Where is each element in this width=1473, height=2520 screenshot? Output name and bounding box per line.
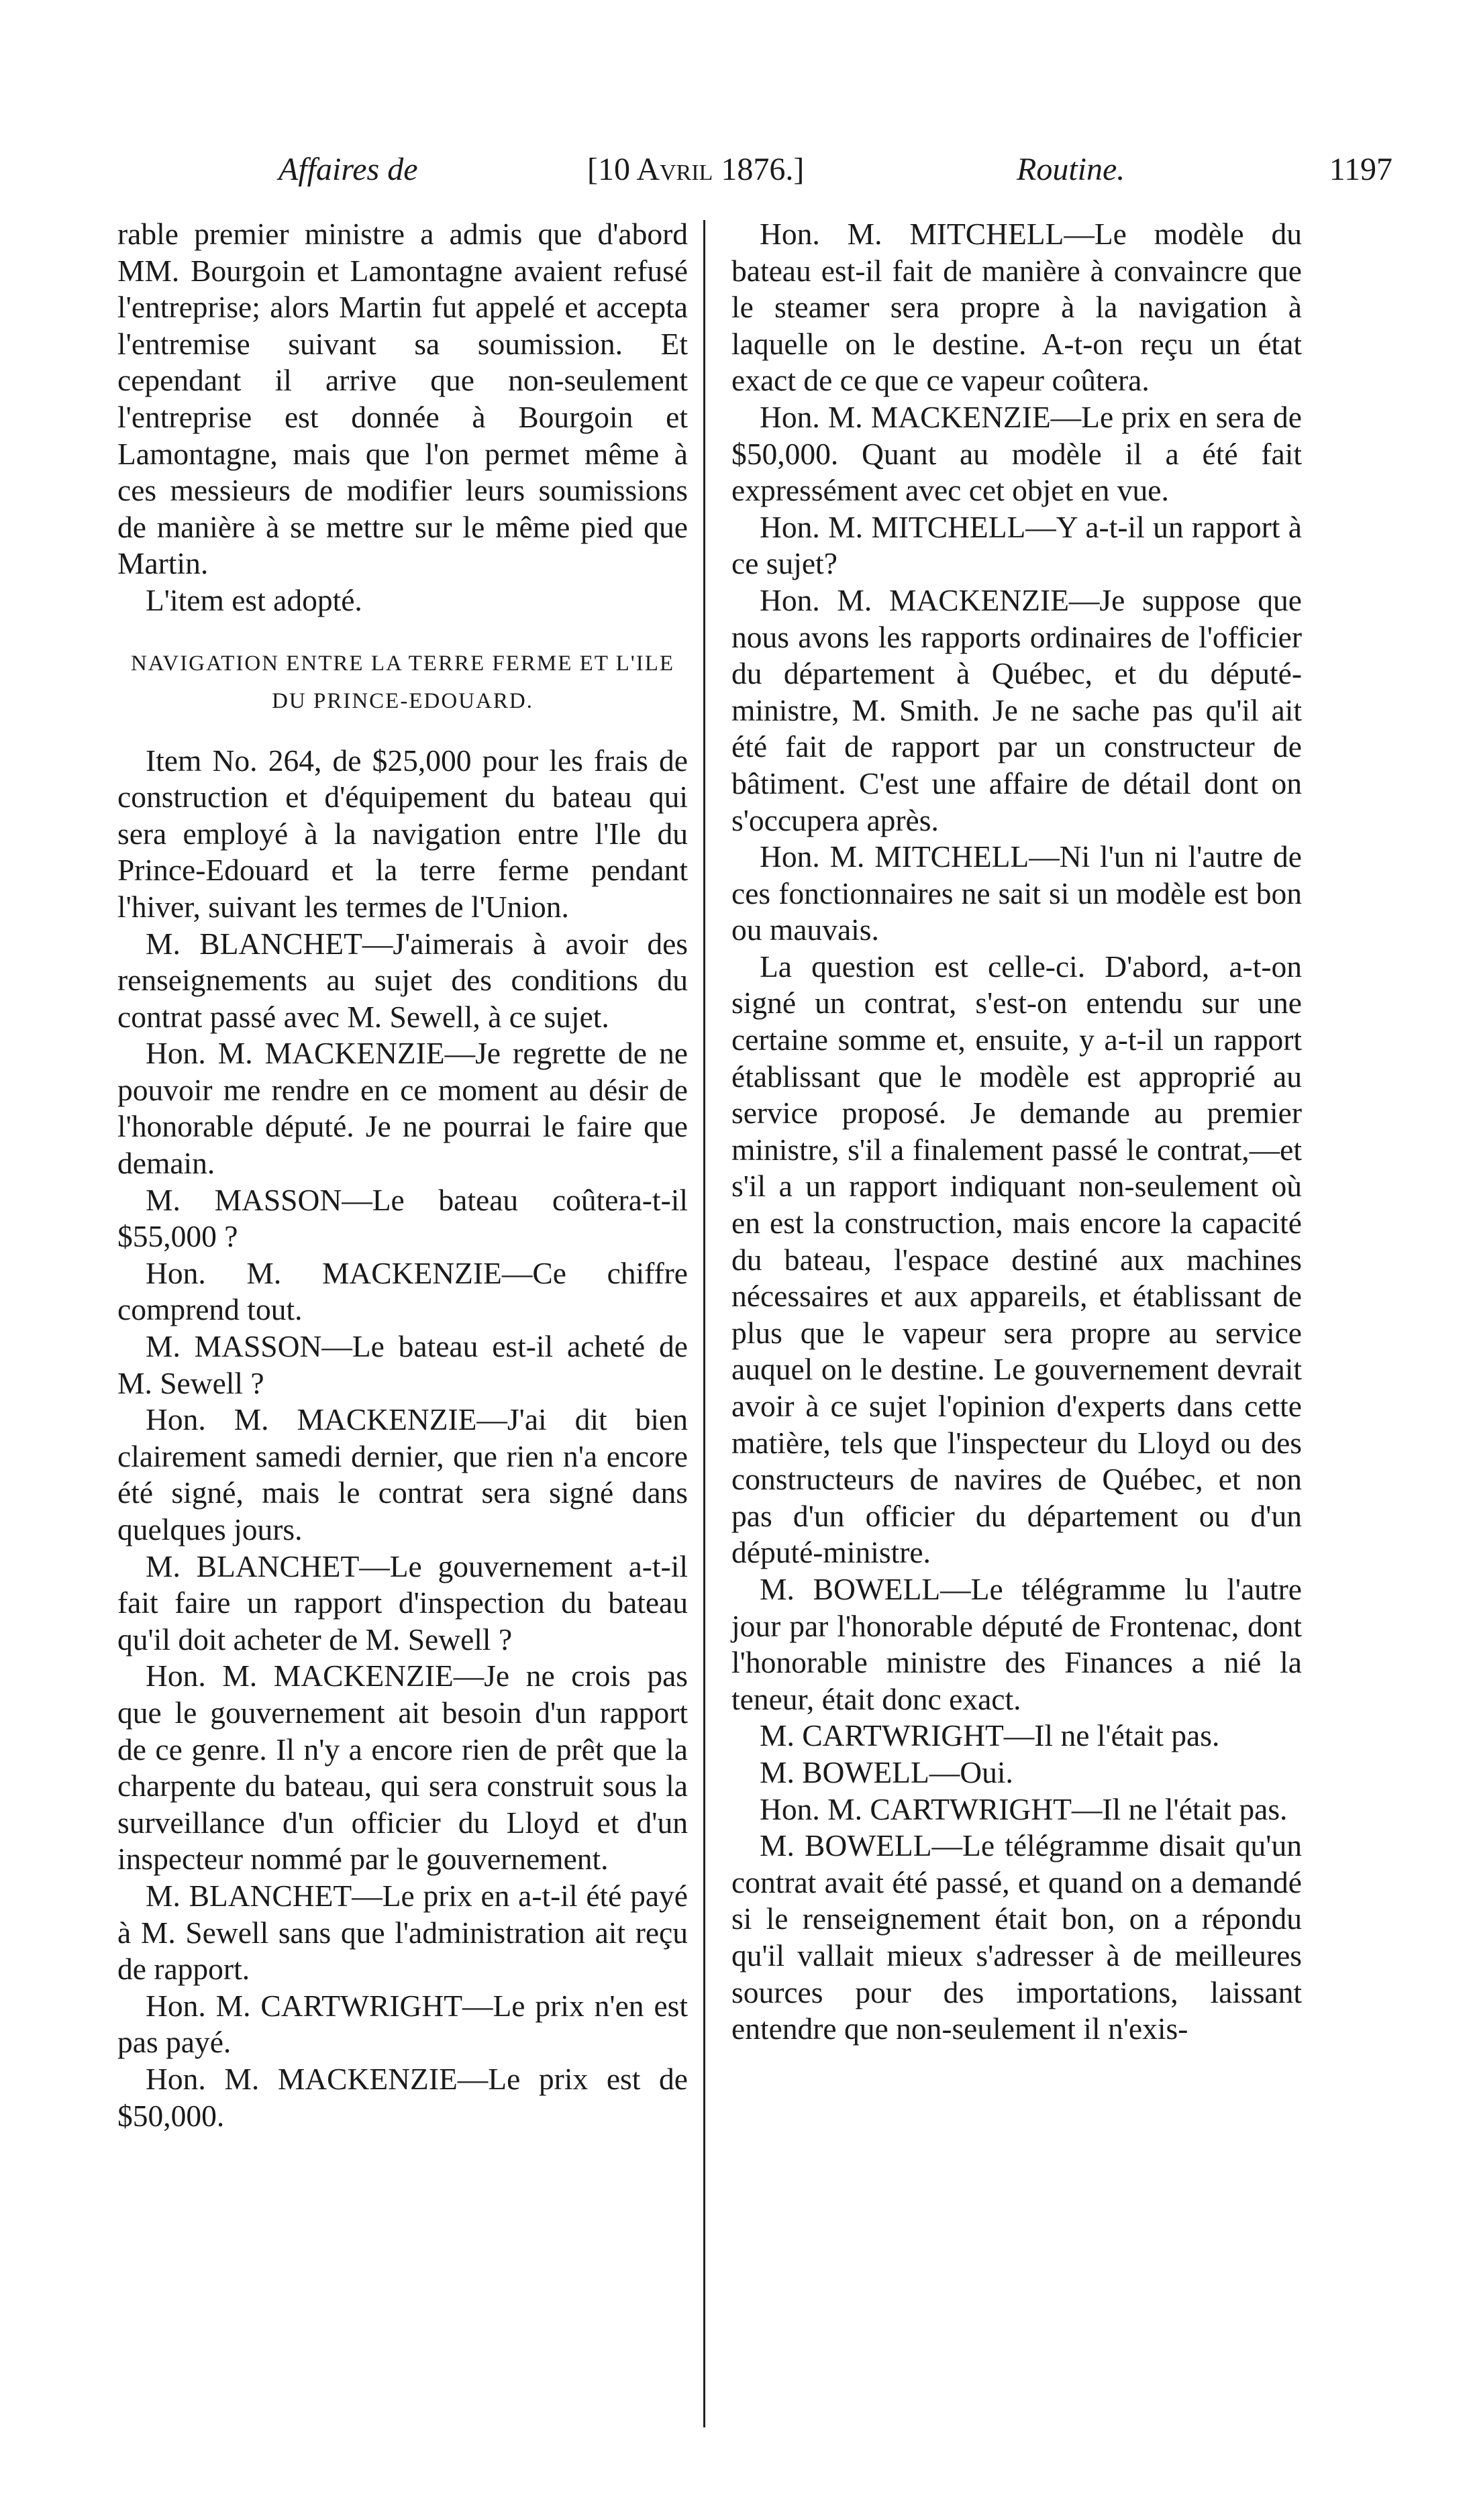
paragraph: rable premier ministre a admis que d'abord MM. Bourgoin et Lamontagne avaient refusé l'entreprise; alors Martin fut appelé et accepta l'entremise suivant sa soumission. Et cependant il arrive que non-seulement l'entreprise est donnée à Bourgoin et Lamontagne, mais que l'on permet même à ces messieurs de modifier leurs soumissions de manière à se mettre sur le même pied que Martin.	[117, 217, 688, 581]
left-column	[117, 216, 688, 2134]
paragraph: Hon. M. MITCHELL—Y a-t-il un rapport à ce sujet?	[731, 509, 1302, 581]
paragraph: Hon. M. MACKENZIE—Le prix en sera de $50,000. Quant au modèle il a été fait expressément avec cet objet en vue.	[731, 399, 1302, 508]
running-head-topic: Routine.	[1017, 152, 1125, 187]
paragraph: Hon. M. CARTWRIGHT—Il ne l'était pas.	[760, 1791, 1288, 1826]
running-head-section: Affaires de	[278, 152, 418, 187]
paragraph: M. BOWELL—Oui.	[760, 1754, 1013, 1789]
paragraph: L'item est adopté.	[146, 582, 362, 617]
paragraph: Hon. M. CARTWRIGHT—Le prix n'en est pas payé.	[117, 1988, 688, 2060]
paragraph: Hon. M. MACKENZIE—Je ne crois pas que le gouvernement ait besoin d'un rapport de ce genre. Il n'y a encore rien de prêt que la charpente du bateau, qui sera construit sous la surveillance d'un officier du Lloyd et d'un inspecteur nommé par le gouvernement.	[117, 1659, 688, 1877]
paragraph: M. BOWELL—Le télégramme disait qu'un contrat avait été passé, et quand on a demandé si le renseignement était bon, on a répondu qu'il vallait mieux s'adresser à de meilleures sources pour des importations, laissant entendre que non-seulement il n'exis-	[731, 1828, 1302, 2046]
section-heading: NAVIGATION ENTRE LA TERRE FERME ET L'ILE DU PRINCE-EDOUARD.	[130, 651, 675, 713]
column-divider	[703, 220, 705, 2427]
paragraph: M. MASSON—Le bateau coûtera-t-il $55,000 ?	[117, 1182, 688, 1254]
paragraph: Hon. M. MACKENZIE—Le prix est de $50,000.	[117, 2061, 688, 2133]
paragraph: Hon. M. MACKENZIE—Ce chiffre comprend tout.	[117, 1255, 688, 1327]
paragraph: Hon. M. MACKENZIE—Je suppose que nous avons les rapports ordinaires de l'officier du département à Québec, et du député-ministre, M. Smith. Je ne sache pas qu'il ait été fait de rapport par un constructeur de bâtiment. C'est une affaire de détail dont on s'occupera après.	[731, 582, 1302, 837]
paragraph: Hon. M. MITCHELL—Ni l'un ni l'autre de ces fonctionnaires ne sait si un modèle est bon ou mauvais.	[731, 839, 1302, 947]
paragraph: M. CARTWRIGHT—Il ne l'était pas.	[760, 1718, 1220, 1753]
paragraph: M. BLANCHET—Le prix en a-t-il été payé à M. Sewell sans que l'administration ait reçu de rapport.	[117, 1878, 688, 1987]
paragraph: M. BLANCHET—J'aimerais à avoir des renseignements au sujet des conditions du contrat passé avec M. Sewell, à ce sujet.	[117, 926, 688, 1034]
paragraph: Hon. M. MACKENZIE—Je regrette de ne pouvoir me rendre en ce moment au désir de l'honorable député. Je ne pourrai le faire que demain.	[117, 1036, 688, 1181]
page-number: 1197	[1329, 152, 1392, 187]
paragraph: M. BOWELL—Le télégramme lu l'autre jour par l'honorable député de Frontenac, dont l'honorable ministre des Finances a nié la teneur, était donc exact.	[731, 1571, 1302, 1716]
paragraph: M. BLANCHET—Le gouvernement a-t-il fait faire un rapport d'inspection du bateau qu'il doit acheter de M. Sewell ?	[117, 1548, 688, 1657]
paragraph: Hon. M. MACKENZIE—J'ai dit bien clairement samedi dernier, que rien n'a encore été signé, mais le contrat sera signé dans quelques jours.	[117, 1402, 688, 1546]
paragraph: Item No. 264, de $25,000 pour les frais de construction et d'équipement du bateau qui sera employé à la navigation entre l'Ile du Prince-Edouard et la terre ferme pendant l'hiver, suivant les termes de l'Union.	[117, 743, 688, 924]
paragraph: La question est celle-ci. D'abord, a-t-on signé un contrat, s'est-on entendu sur une certaine somme et, ensuite, y a-t-il un rapport établissant que le modèle est approprié au service proposé. Je demande au premier ministre, s'il a finalement passé le contrat,—et s'il a un rapport indiquant non-seulement où en est la construction, mais encore la capacité du bateau, l'espace destiné aux machines nécessaires et aux appareils, et établissant de plus que le vapeur sera propre au service auquel on le destine. Le gouvernement devrait avoir à ce sujet l'opinion d'experts dans cette matière, tels que l'inspecteur du Lloyd ou des constructeurs de navires de Québec, et non pas d'un officier du département ou d'un député-ministre.	[731, 949, 1302, 1570]
running-head	[265, 146, 1392, 193]
right-column	[731, 216, 1302, 2048]
paragraph: M. MASSON—Le bateau est-il acheté de M. Sewell ?	[117, 1329, 688, 1400]
paragraph: Hon. M. MITCHELL—Le modèle du bateau est-il fait de manière à convaincre que le steamer sera propre à la navigation à laquelle on le destine. A-t-on reçu un état exact de ce que ce vapeur coûtera.	[731, 217, 1302, 398]
running-head-date: [10 Avril 1876.]	[587, 152, 805, 187]
